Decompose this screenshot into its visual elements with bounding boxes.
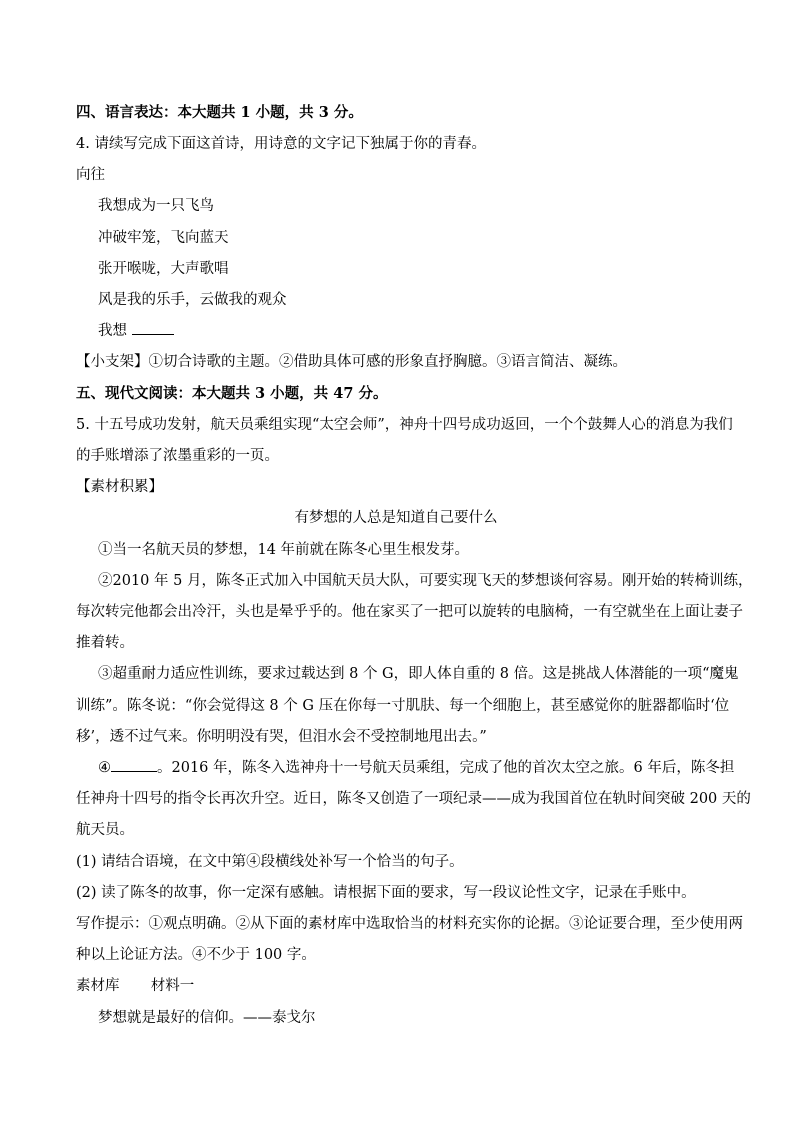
- writing-tips-line-2: 种以上论证方法。④不少于 100 字。: [76, 947, 316, 963]
- paragraph-4-marker: ④: [98, 760, 111, 776]
- paragraph-4-line-1-text: 。2016 年，陈冬入选神舟十一号航天员乘组，完成了他的首次太空之旅。6 年后，陈冬担: [157, 760, 735, 776]
- poem-line-2: 冲破牢笼，飞向蓝天: [98, 230, 229, 246]
- poem-line-4: 风是我的乐手，云做我的观众: [98, 292, 287, 308]
- paragraph-2-line-1: ②2010 年 5 月，陈冬正式加入中国航天员大队，可要实现飞天的梦想谈何容易。刚开始的转椅训练，: [98, 573, 753, 589]
- question-5-line-1: 5. 十五号成功发射，航天员乘组实现“太空会师”，神舟十四号成功返回，一个个鼓舞人心的消息为我们: [76, 417, 733, 433]
- material-label: 【素材积累】: [76, 479, 163, 495]
- hint-text: 【小支架】①切合诗歌的主题。②借助具体可感的形象直抒胸臆。③语言简洁、凝练。: [76, 354, 627, 370]
- poem-last-line: [98, 321, 748, 341]
- paragraph-3-line-3: 移’，透不过气来。你明明没有哭，但泪水会不受控制地甩出去。”: [76, 729, 487, 745]
- material-library-label: 素材库: [76, 978, 120, 994]
- paragraph-4-line-3: 航天员。: [76, 822, 134, 838]
- paragraph-4-line-1: [98, 758, 748, 778]
- question-5-line-2: 的手账增添了浓墨重彩的一页。: [76, 448, 279, 464]
- tagore-quote: 梦想就是最好的信仰。——泰戈尔: [98, 1010, 316, 1026]
- paragraph-4-line-2: 任神舟十四号的指令长再次升空。近日，陈冬又创造了一项纪录——成为我国首位在轨时间突破 200 天的: [76, 791, 751, 807]
- poem-title: 向往: [76, 167, 105, 183]
- section4-heading: 四、语言表达：本大题共 1 小题，共 3 分。: [76, 104, 363, 121]
- poem-line-1: 我想成为一只飞鸟: [98, 198, 214, 214]
- answer-blank[interactable]: [132, 334, 174, 335]
- paragraph-2-line-3: 推着转。: [76, 635, 134, 651]
- section5-heading: 五、现代文阅读：本大题共 3 小题，共 47 分。: [76, 385, 388, 402]
- sub-question-2: (2) 读了陈冬的故事，你一定深有感触。请根据下面的要求，写一段议论性文字，记录在手账中。: [76, 885, 696, 901]
- paragraph-3-line-1: ③超重耐力适应性训练，要求过载达到 8 个 G，即人体自重的 8 倍。这是挑战人体潜能的一项“魔鬼: [98, 666, 739, 682]
- paragraph-3-line-2: 训练”。陈冬说：“你会觉得这 8 个 G 压在你每一寸肌肤、每一个细胞上，甚至感觉你的脏器都临时‘位: [76, 698, 730, 714]
- paragraph-2-line-2: 每次转完他都会出冷汗，头也是晕乎乎的。他在家买了一把可以旋转的电脑椅，一有空就坐在上面让妻子: [76, 604, 743, 620]
- material-library-row: [76, 976, 726, 996]
- question-4: 4. 请续写完成下面这首诗，用诗意的文字记下独属于你的青春。: [76, 136, 486, 152]
- article-title: 有梦想的人总是知道自己要什么: [294, 510, 498, 526]
- poem-last-line-prefix: 我想: [98, 323, 127, 339]
- writing-tips-line-1: 写作提示：①观点明确。②从下面的素材库中选取恰当的材料充实你的论据。③论证要合理，至少使用两: [76, 916, 743, 932]
- paragraph-1: ①当一名航天员的梦想，14 年前就在陈冬心里生根发芽。: [98, 542, 470, 558]
- sub-question-1: (1) 请结合语境，在文中第④段横线处补写一个恰当的句子。: [76, 854, 464, 870]
- poem-line-3: 张开喉咙，大声歌唱: [98, 261, 229, 277]
- paragraph-4-blank[interactable]: [111, 771, 157, 772]
- material-1-label: 材料一: [150, 978, 195, 994]
